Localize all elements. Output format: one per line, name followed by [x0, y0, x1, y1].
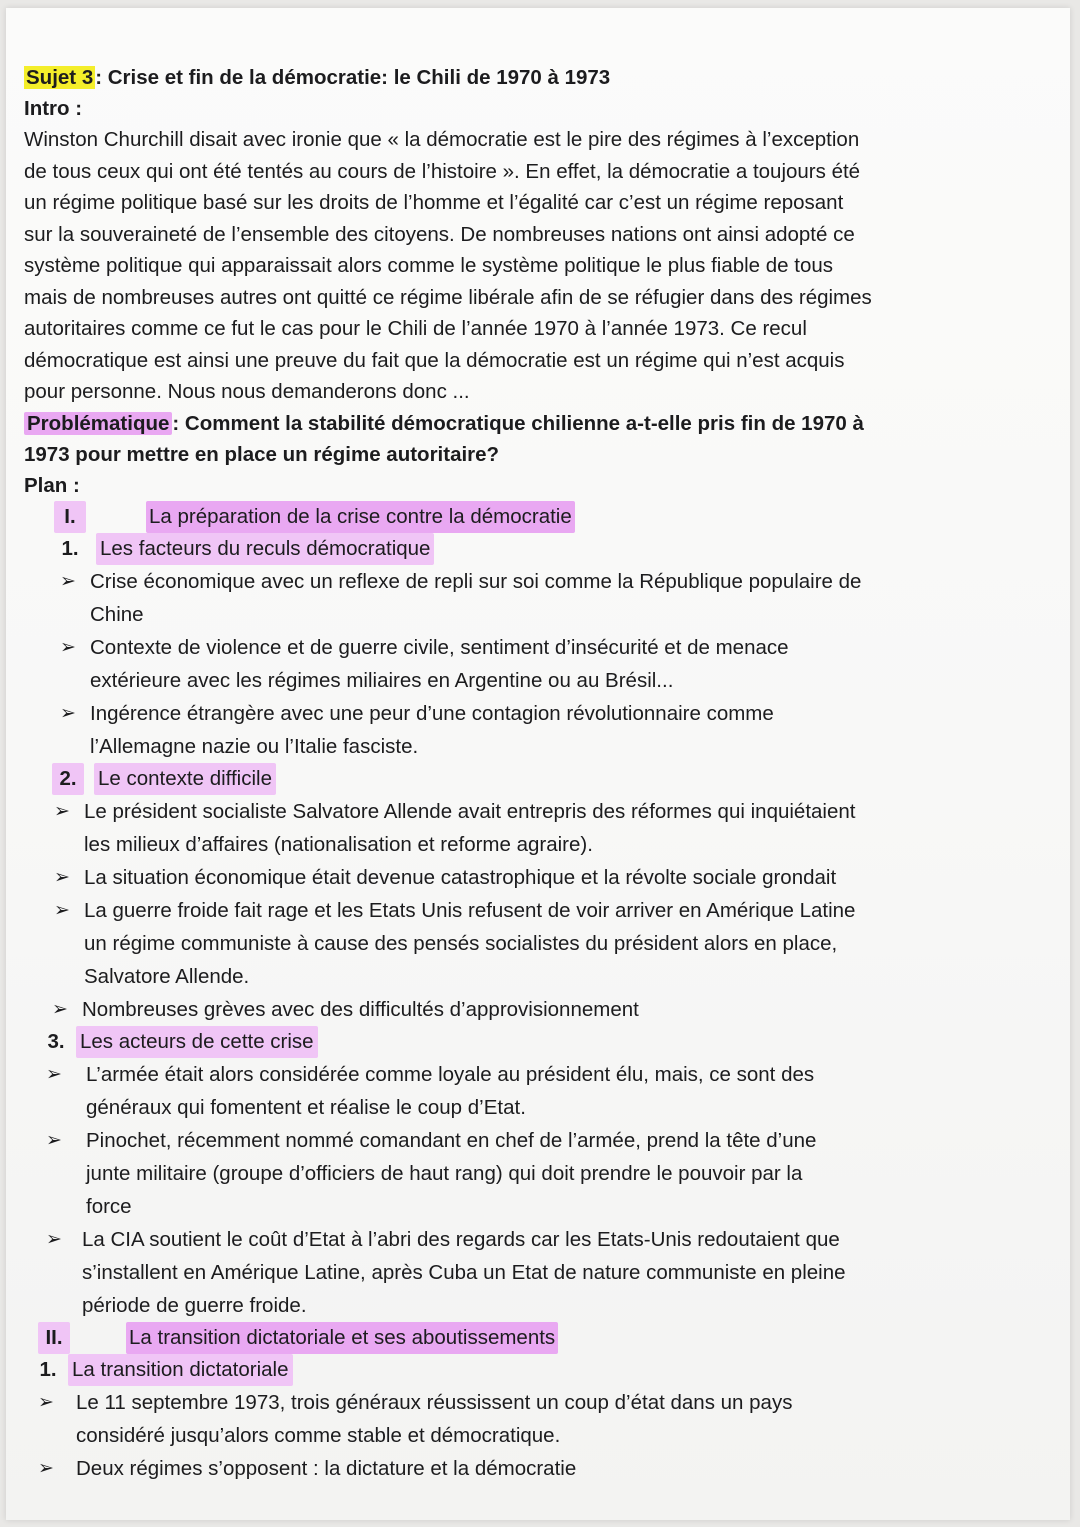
arrow-bullet-icon: ➢: [54, 899, 70, 921]
intro-heading: Intro :: [24, 97, 83, 120]
bullet-line: La guerre froide fait rage et les Etats Unis refusent de voir arriver en Amérique Latine: [84, 898, 856, 922]
intro-line: Winston Churchill disait avec ironie que « la démocratie est le pire des régimes à l’exception: [24, 128, 860, 151]
document-content: [24, 58, 1044, 1485]
part-title: La préparation de la crise contre la démocratie: [146, 501, 575, 533]
bullet-line: Deux régimes s’opposent : la dictature et la démocratie: [76, 1456, 577, 1480]
bullet-line: Ingérence étrangère avec une peur d’une contagion révolutionnaire comme: [90, 701, 774, 725]
bullet-line: période de guerre froide.: [82, 1293, 307, 1317]
bullet-item: [46, 1124, 1044, 1223]
intro-line: pour personne. Nous nous demanderons donc ...: [24, 380, 470, 403]
bullet-item: [46, 1058, 1044, 1124]
bullet-item: [60, 631, 1044, 697]
bullet-line: Crise économique avec un reflexe de repli sur soi comme la République populaire de: [90, 569, 862, 593]
bullet-item: [38, 1386, 1044, 1452]
arrow-bullet-icon: ➢: [60, 570, 76, 592]
bullet-line: s’installent en Amérique Latine, après Cuba un Etat de nature communiste en pleine: [82, 1260, 846, 1284]
arrow-bullet-icon: ➢: [46, 1129, 62, 1151]
document-page: [6, 8, 1070, 1520]
bullet-line: l’Allemagne nazie ou l’Italie fasciste.: [90, 734, 419, 758]
intro-line: autoritaires comme ce fut le cas pour le Chili de l’année 1970 à l’année 1973. Ce recul: [24, 317, 807, 340]
bullet-line: extérieure avec les régimes miliaires en Argentine ou au Brésil...: [90, 668, 674, 692]
subject-title-line: [24, 62, 1044, 93]
subsection-number: 3.: [47, 1029, 65, 1053]
bullet-item: [46, 1223, 1044, 1322]
bullet-line: un régime communiste à cause des pensés socialistes du président alors en place,: [84, 931, 838, 955]
subject-title: : Crise et fin de la démocratie: le Chili de 1970 à 1973: [95, 66, 611, 89]
arrow-bullet-icon: ➢: [54, 800, 70, 822]
arrow-bullet-icon: ➢: [46, 1063, 62, 1085]
bullet-line: les milieux d’affaires (nationalisation et reforme agraire).: [84, 832, 593, 856]
bullet-line: Salvatore Allende.: [84, 964, 250, 988]
bullet-line: L’armée était alors considérée comme loyale au président élu, mais, ce sont des: [86, 1062, 815, 1086]
bullet-item: [60, 565, 1044, 631]
plan-heading: Plan :: [24, 473, 80, 497]
bullet-item: [54, 894, 1044, 993]
subsection-title: La transition dictatoriale: [68, 1354, 293, 1386]
part-numeral: II.: [38, 1322, 70, 1354]
part-numeral: I.: [54, 501, 86, 533]
bullet-line: Contexte de violence et de guerre civile, sentiment d’insécurité et de menace: [90, 635, 789, 659]
subject-label: Sujet 3: [26, 66, 94, 89]
intro-paragraph: [24, 124, 1044, 408]
arrow-bullet-icon: ➢: [54, 866, 70, 888]
subsection-heading: [44, 1026, 1044, 1058]
bullet-line: La situation économique était devenue catastrophique et la révolte sociale grondait: [84, 865, 837, 889]
subsection-number: 2.: [52, 763, 84, 795]
arrow-bullet-icon: ➢: [52, 998, 68, 1020]
part-heading: [54, 501, 1044, 533]
bullet-line: force: [86, 1194, 132, 1218]
intro-line: sur la souveraineté de l’ensemble des citoyens. De nombreuses nations ont ainsi adopté ce: [24, 222, 855, 246]
bullet-line: junte militaire (groupe d’officiers de haut rang) qui doit prendre le pouvoir par la: [86, 1161, 803, 1185]
arrow-bullet-icon: ➢: [60, 702, 76, 724]
part-heading: [38, 1322, 1044, 1354]
bullet-line: Le président socialiste Salvatore Allende avait entrepris des réformes qui inquiétaient: [84, 799, 856, 823]
bullet-line: Le 11 septembre 1973, trois généraux réussissent un coup d’état dans un pays: [76, 1390, 793, 1414]
bullet-line: généraux qui fomentent et réalise le coup d’Etat.: [86, 1095, 526, 1119]
subsection-title: Les facteurs du reculs démocratique: [96, 533, 434, 565]
problematique-line: [24, 408, 1044, 439]
subsection-title: Les acteurs de cette crise: [76, 1026, 318, 1058]
bullet-line: La CIA soutient le coût d’Etat à l’abri des regards car les Etats-Unis redoutaient que: [82, 1227, 840, 1251]
problematique-text-cont: 1973 pour mettre en place un régime autoritaire?: [24, 442, 500, 466]
subsection-number: 1.: [61, 536, 79, 560]
problematique-text: : Comment la stabilité démocratique chilienne a-t-elle pris fin de 1970 à: [172, 411, 864, 435]
bullet-item: [60, 697, 1044, 763]
subsection-heading: [52, 763, 1044, 795]
bullet-line: Pinochet, récemment nommé comandant en chef de l’armée, prend la tête d’une: [86, 1128, 817, 1152]
intro-line: de tous ceux qui ont été tentés au cours de l’histoire ». En effet, la démocratie a toujours été: [24, 159, 861, 183]
bullet-item: [52, 993, 1044, 1026]
subsection-number: 1.: [39, 1357, 57, 1381]
bullet-line: considéré jusqu’alors comme stable et démocratique.: [76, 1423, 561, 1447]
bullet-line: Chine: [90, 602, 144, 626]
bullet-item: [38, 1452, 1044, 1485]
subsection-heading: [58, 533, 1044, 565]
bullet-item: [54, 861, 1044, 894]
intro-line: système politique qui apparaissait alors comme le système politique le plus fiable de tous: [24, 254, 834, 277]
bullet-item: [54, 795, 1044, 861]
subsection-title: Le contexte difficile: [94, 763, 276, 795]
arrow-bullet-icon: ➢: [38, 1391, 54, 1413]
arrow-bullet-icon: ➢: [38, 1457, 54, 1479]
part-title: La transition dictatoriale et ses aboutissements: [126, 1322, 558, 1354]
bullet-line: Nombreuses grèves avec des difficultés d’approvisionnement: [82, 997, 639, 1021]
subsection-heading: [36, 1354, 1044, 1386]
problematique-label: Problématique: [24, 412, 172, 435]
arrow-bullet-icon: ➢: [46, 1228, 62, 1250]
intro-line: un régime politique basé sur les droits de l’homme et l’égalité car c’est un régime reposant: [24, 191, 844, 214]
intro-line: démocratique est ainsi une preuve du fait que la démocratie est un régime qui n’est acquis: [24, 348, 845, 372]
intro-line: mais de nombreuses autres ont quitté ce régime libérale afin de se réfugier dans des régimes: [24, 285, 872, 309]
arrow-bullet-icon: ➢: [60, 636, 76, 658]
